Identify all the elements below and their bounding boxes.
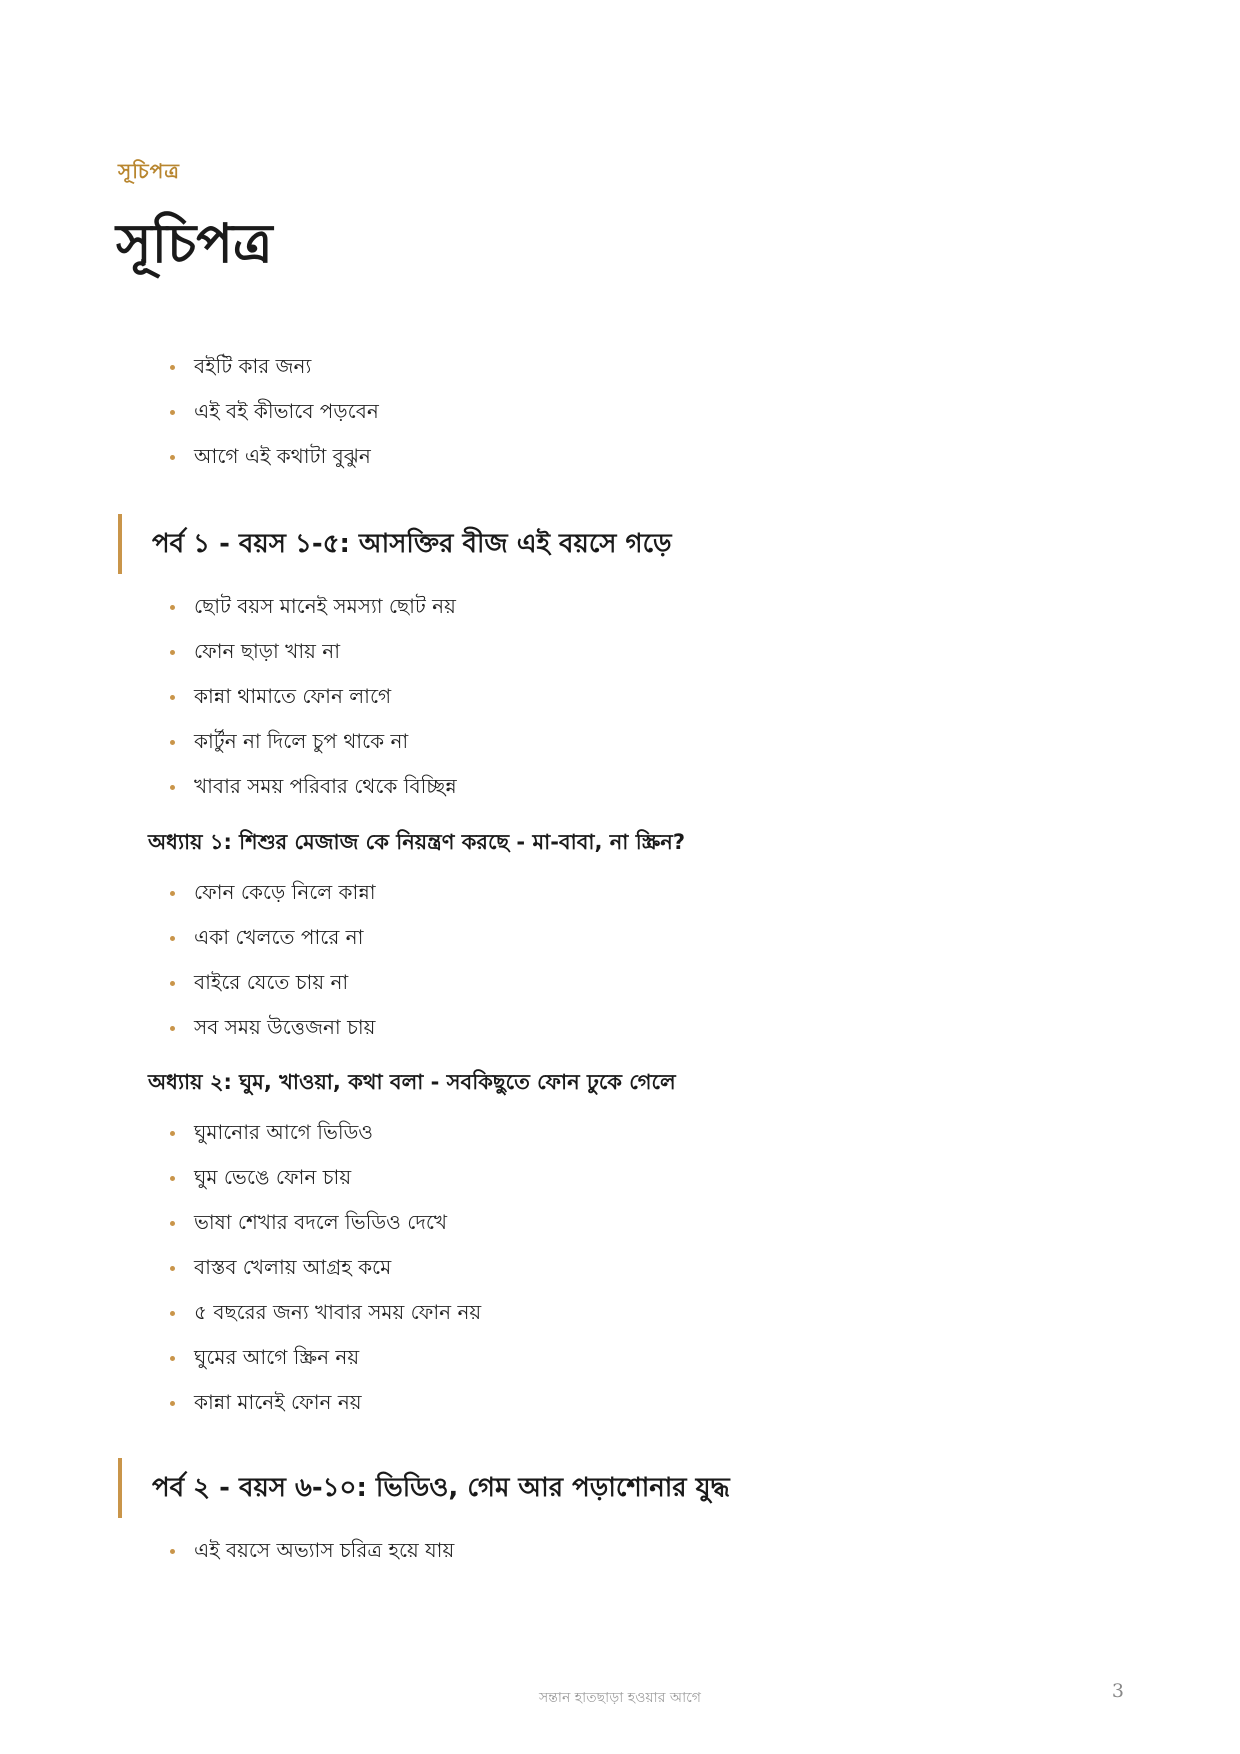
toc-item[interactable] bbox=[0, 960, 1240, 1005]
chapter2-heading[interactable]: অধ্যায় ২: ঘুম, খাওয়া, কথা বলা - সবকিছুতে ফোন ঢুকে গেলে bbox=[148, 1070, 676, 1094]
toc-item-label: ঘুম ভেঙে ফোন চায় bbox=[194, 1165, 352, 1189]
toc-item[interactable] bbox=[0, 764, 1240, 809]
toc-item-label: এই বই কীভাবে পড়বেন bbox=[194, 399, 379, 423]
toc-item[interactable] bbox=[0, 344, 1240, 389]
toc-item[interactable] bbox=[0, 674, 1240, 719]
bullet-dot-icon bbox=[170, 1221, 175, 1226]
chapter2-section bbox=[0, 1110, 1240, 1425]
intro-list bbox=[0, 344, 1240, 479]
toc-item-label: সব সময় উত্তেজনা চায় bbox=[194, 1015, 376, 1039]
toc-item-label: ছোট বয়স মানেই সমস্যা ছোট নয় bbox=[194, 594, 456, 618]
toc-item[interactable] bbox=[0, 1005, 1240, 1050]
toc-item[interactable] bbox=[0, 1290, 1240, 1335]
chapter1-list bbox=[0, 870, 1240, 1050]
bullet-dot-icon bbox=[170, 695, 175, 700]
toc-item[interactable] bbox=[0, 915, 1240, 960]
toc-item[interactable] bbox=[0, 584, 1240, 629]
chapter1-section bbox=[0, 870, 1240, 1050]
toc-item-label: ৫ বছরের জন্য খাবার সময় ফোন নয় bbox=[194, 1300, 482, 1324]
part1-section bbox=[0, 584, 1240, 809]
toc-item[interactable] bbox=[0, 1528, 1240, 1573]
toc-item-label: বাস্তব খেলায় আগ্রহ কমে bbox=[194, 1255, 392, 1279]
toc-item[interactable] bbox=[0, 389, 1240, 434]
toc-item-label: একা খেলতে পারে না bbox=[194, 925, 364, 949]
footer-book-title: সন্তান হাতছাড়া হওয়ার আগে bbox=[539, 1690, 701, 1706]
bullet-dot-icon bbox=[170, 1549, 175, 1554]
bullet-dot-icon bbox=[170, 1026, 175, 1031]
part2-heading[interactable]: পর্ব ২ - বয়স ৬-১০: ভিডিও, গেম আর পড়াশোনার যুদ্ধ bbox=[118, 1458, 1052, 1518]
bullet-dot-icon bbox=[170, 650, 175, 655]
toc-item-label: কার্টুন না দিলে চুপ থাকে না bbox=[194, 729, 409, 753]
intro-section bbox=[0, 344, 1240, 479]
running-head: সূচিপত্র bbox=[118, 159, 180, 183]
toc-item-label: বইটি কার জন্য bbox=[194, 354, 312, 378]
bullet-dot-icon bbox=[170, 1266, 175, 1271]
bullet-dot-icon bbox=[170, 1176, 175, 1181]
toc-item-label: ভাষা শেখার বদলে ভিডিও দেখে bbox=[194, 1210, 447, 1234]
toc-item[interactable] bbox=[0, 629, 1240, 674]
page-title: সূচিপত্র bbox=[116, 212, 273, 275]
bullet-dot-icon bbox=[170, 740, 175, 745]
toc-item-label: ফোন ছাড়া খায় না bbox=[194, 639, 340, 663]
part2-list bbox=[0, 1528, 1240, 1573]
part2-section bbox=[0, 1528, 1240, 1573]
toc-item-label: ঘুমানোর আগে ভিডিও bbox=[194, 1120, 374, 1144]
toc-item-label: বাইরে যেতে চায় না bbox=[194, 970, 349, 994]
bullet-dot-icon bbox=[170, 365, 175, 370]
bullet-dot-icon bbox=[170, 981, 175, 986]
bullet-dot-icon bbox=[170, 410, 175, 415]
part1-heading[interactable]: পর্ব ১ - বয়স ১-৫: আসক্তির বীজ এই বয়সে গড়ে bbox=[118, 514, 1052, 574]
part1-list bbox=[0, 584, 1240, 809]
toc-item[interactable] bbox=[0, 1200, 1240, 1245]
toc-item-label: কান্না মানেই ফোন নয় bbox=[194, 1390, 362, 1414]
toc-item-label: খাবার সময় পরিবার থেকে বিচ্ছিন্ন bbox=[194, 774, 457, 798]
bullet-dot-icon bbox=[170, 455, 175, 460]
bullet-dot-icon bbox=[170, 891, 175, 896]
bullet-dot-icon bbox=[170, 1131, 175, 1136]
bullet-dot-icon bbox=[170, 605, 175, 610]
toc-item-label: এই বয়সে অভ্যাস চরিত্র হয়ে যায় bbox=[194, 1538, 455, 1562]
toc-item[interactable] bbox=[0, 1335, 1240, 1380]
chapter1-heading[interactable]: অধ্যায় ১: শিশুর মেজাজ কে নিয়ন্ত্রণ করছে - মা-বাবা, না স্ক্রিন? bbox=[148, 830, 686, 854]
toc-item[interactable] bbox=[0, 870, 1240, 915]
toc-item-label: ফোন কেড়ে নিলে কান্না bbox=[194, 880, 376, 904]
toc-item[interactable] bbox=[0, 434, 1240, 479]
bullet-dot-icon bbox=[170, 1401, 175, 1406]
toc-item-label: কান্না থামাতে ফোন লাগে bbox=[194, 684, 392, 708]
toc-item[interactable] bbox=[0, 1110, 1240, 1155]
page-number: 3 bbox=[1111, 1680, 1124, 1702]
toc-item-label: ঘুমের আগে স্ক্রিন নয় bbox=[194, 1345, 360, 1369]
toc-item[interactable] bbox=[0, 1380, 1240, 1425]
toc-item[interactable] bbox=[0, 1245, 1240, 1290]
bullet-dot-icon bbox=[170, 936, 175, 941]
bullet-dot-icon bbox=[170, 1311, 175, 1316]
chapter2-list bbox=[0, 1110, 1240, 1425]
bullet-dot-icon bbox=[170, 1356, 175, 1361]
toc-item[interactable] bbox=[0, 1155, 1240, 1200]
toc-item[interactable] bbox=[0, 719, 1240, 764]
toc-item-label: আগে এই কথাটা বুঝুন bbox=[194, 444, 371, 468]
bullet-dot-icon bbox=[170, 785, 175, 790]
